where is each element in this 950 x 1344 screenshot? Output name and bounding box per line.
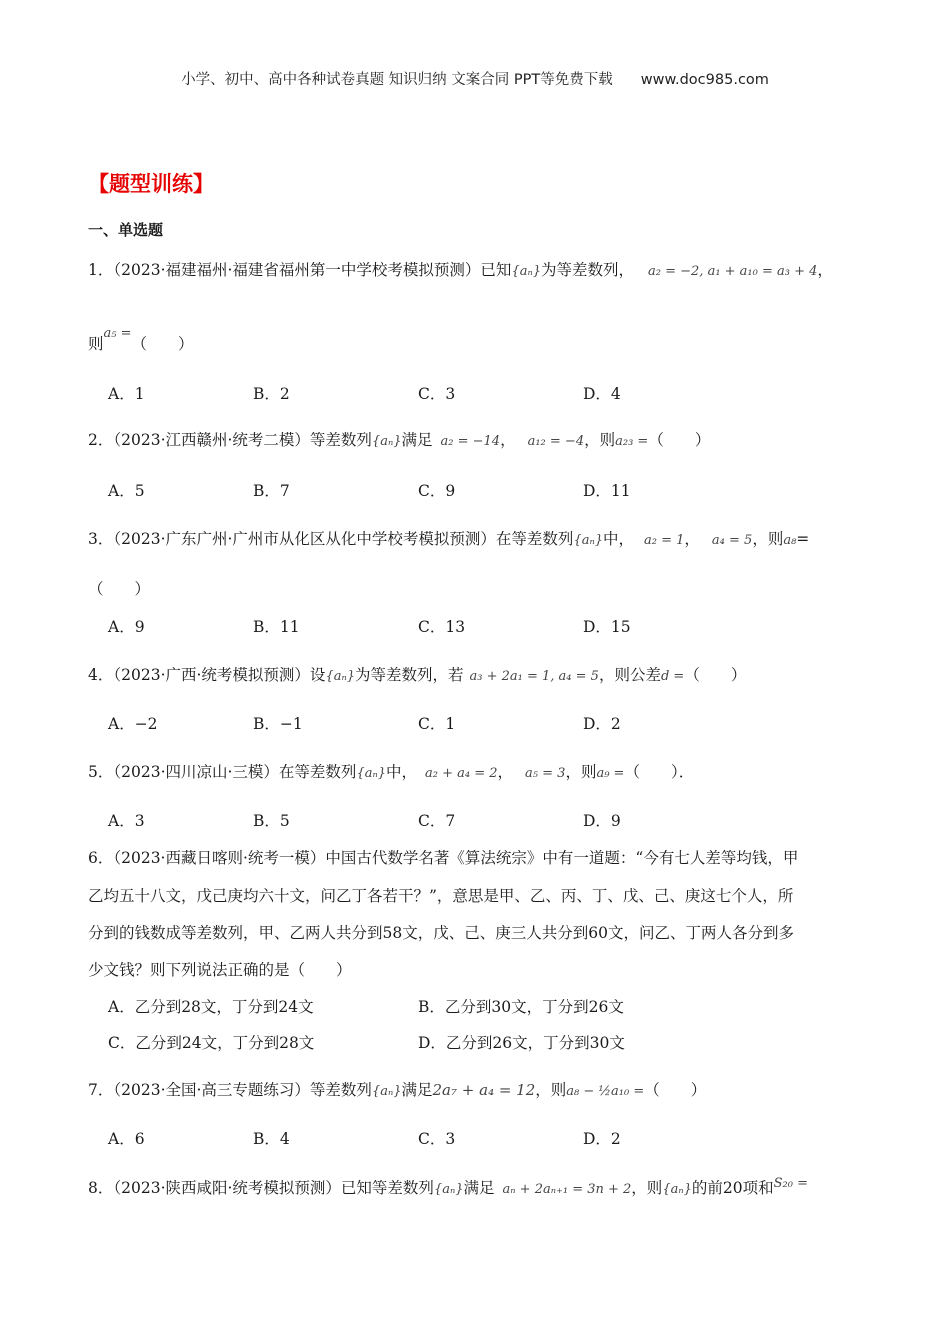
formula: {aₙ} [433,1182,464,1197]
question-3-cont: （ ） [88,580,151,598]
option[interactable]: A．1 [108,385,145,403]
option[interactable]: B．2 [253,385,290,403]
formula: a₅ = 3 [525,766,566,781]
option[interactable]: D．4 [583,385,621,403]
option[interactable]: D．2 [583,1130,621,1148]
option[interactable]: A．5 [108,482,145,500]
formula: a₂₃ = [615,434,649,449]
option[interactable]: D．9 [583,812,621,830]
formula: {aₙ} [356,766,386,781]
option[interactable]: B．乙分到30文，丁分到26文 [418,998,624,1016]
question-6-line: 6．（2023·西藏日喀则·统考一模）中国古代数学名著《算法统宗》中有一道题：“今有七人差等均钱，甲 [88,849,799,867]
question-6-line: 少文钱？则下列说法正确的是（ ） [88,961,352,979]
formula: {aₙ} [325,669,355,684]
option[interactable]: C．13 [418,618,466,636]
formula: a₁₂ = −4 [527,434,585,449]
option[interactable]: A．6 [108,1130,145,1148]
question-7: 7．（2023·全国·高三专题练习）等差数列{aₙ}满足2a₇ + a₄ = 12，则a₈ − ½a₁₀ =（ ） [88,1081,707,1099]
question-2: 2．（2023·江西赣州·统考二模）等差数列{aₙ}满足 a₂ = −14， a₁₂ = −4，则a₂₃ =（ ） [88,431,711,449]
option[interactable]: D．乙分到26文，丁分到30文 [418,1034,625,1052]
formula: a₈ − ½a₁₀ = [566,1084,645,1099]
formula: d = [660,669,685,684]
option[interactable]: A．乙分到28文，丁分到24文 [108,998,314,1016]
question-8: 8．（2023·陕西咸阳·统考模拟预测）已知等差数列{aₙ}满足 aₙ + 2aₙ₊₁ = 3n + 2，则{aₙ}的前20项和$^{S_{20} =}$ [88,1176,808,1197]
formula: a₂ = −14 [440,434,501,449]
option[interactable]: A．−2 [108,715,158,733]
option[interactable]: D．15 [583,618,631,636]
formula: a₅ = [103,326,132,341]
formula: {aₙ} [371,1084,402,1099]
section-title: 【题型训练】 [88,172,214,196]
header-text: 小学、初中、高中各种试卷真题 知识归纳 文案合同 PPT等免费下载 [181,72,613,88]
formula: 2a₇ + a₄ = 12 [432,1081,536,1099]
formula: a₉ = [596,766,625,781]
formula: a₃ + 2a₁ = 1, a₄ = 5 [469,669,599,684]
question-1: 1．（2023·福建福州·福建省福州第一中学校考模拟预测）已知{aₙ}为等差数列， a₂ = −2, a₁ + a₁₀ = a₃ + 4， [88,261,833,279]
option[interactable]: C．3 [418,1130,456,1148]
question-6-line: 分到的钱数成等差数列，甲、乙两人共分到58文，戊、己、庚三人共分到60文，问乙、丁两人各分到多 [88,924,794,942]
option[interactable]: C．3 [418,385,456,403]
question-4: 4．（2023·广西·统考模拟预测）设{aₙ}为等差数列，若 a₃ + 2a₁ = 1, a₄ = 5，则公差d =（ ） [88,666,747,684]
formula: S₂₀ = [773,1176,808,1191]
option[interactable]: D．11 [583,482,631,500]
question-3: 3．（2023·广东广州·广州市从化区从化中学校考模拟预测）在等差数列{aₙ}中， a₂ = 1， a₄ = 5，则a₈= [88,530,810,548]
option[interactable]: B．11 [253,618,300,636]
option[interactable]: B．5 [253,812,290,830]
option[interactable]: B．4 [253,1130,290,1148]
formula: a₈ [783,533,797,548]
option[interactable]: A．9 [108,618,145,636]
formula: {aₙ} [371,434,402,449]
header-site[interactable]: www.doc985.com [640,72,769,88]
formula: aₙ + 2aₙ₊₁ = 3n + 2 [502,1182,632,1197]
page-header [0,68,950,89]
formula: {aₙ} [662,1182,692,1197]
question-6-line: 乙均五十八文，戊己庚均六十文，问乙丁各若干？”，意思是甲、乙、丙、丁、戊、己、庚这七个人，所 [88,887,794,905]
formula: a₂ + a₄ = 2 [425,766,498,781]
option[interactable]: B．−1 [253,715,303,733]
question-1-cont: 则$^{a_5 =}$（ ） [88,326,194,353]
subsection-title: 一、单选题 [88,221,164,239]
option[interactable]: C．1 [418,715,456,733]
option[interactable]: C．7 [418,812,456,830]
option[interactable]: C．9 [418,482,456,500]
formula: {aₙ} [511,264,541,279]
formula: a₄ = 5 [711,533,753,548]
option[interactable]: D．2 [583,715,621,733]
formula: a₂ = 1 [644,533,685,548]
formula: {aₙ} [573,533,603,548]
formula: a₂ = −2, a₁ + a₁₀ = a₃ + 4 [648,264,818,279]
question-5: 5．（2023·四川凉山·三模）在等差数列{aₙ}中， a₂ + a₄ = 2， a₅ = 3，则a₉ =（ ）． [88,763,695,781]
option[interactable]: C．乙分到24文，丁分到28文 [108,1034,315,1052]
option[interactable]: A．3 [108,812,145,830]
option[interactable]: B．7 [253,482,290,500]
